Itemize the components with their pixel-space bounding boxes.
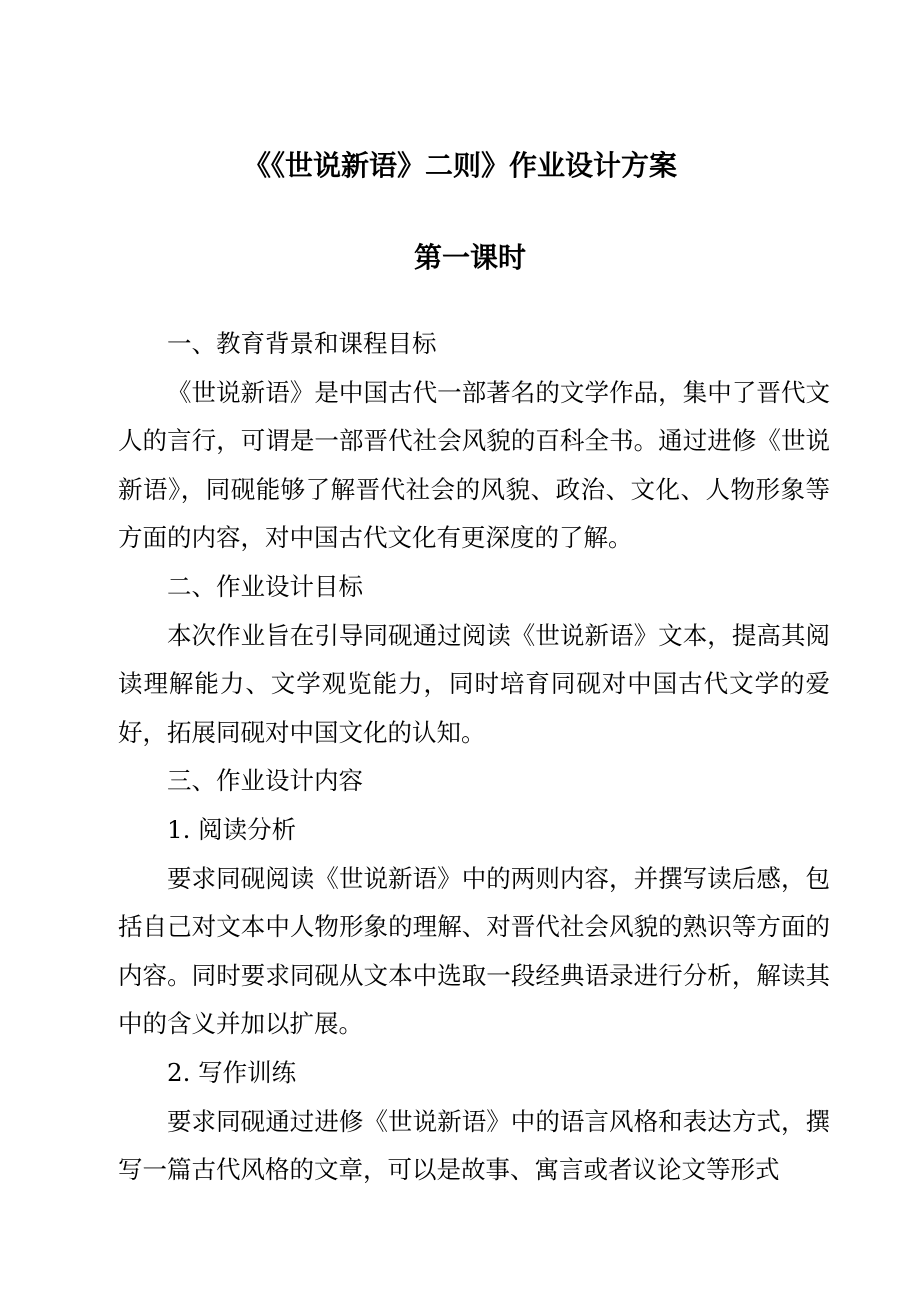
subheading-reading-analysis: 1. 阅读分析 — [167, 814, 297, 844]
section-heading-content: 三、作业设计内容 — [167, 766, 363, 796]
paragraph-background: 《世说新语》是中国古代一部著名的文学作品，集中了晋代文人的言行，可谓是一部晋代社会风貌的百科全书。通过进修《世说新语》，同砚能够了解晋代社会的风貌、政治、文化、人物形象等方面的内容，对中国古代文化有更深度的了解。 — [118, 377, 830, 553]
lesson-subtitle: 第一课时 — [413, 241, 526, 274]
paragraph-goals: 本次作业旨在引导同砚通过阅读《世说新语》文本，提高其阅读理解能力、文学观览能力，同时培育同砚对中国古代文学的爱好，拓展同砚对中国文化的认知。 — [118, 620, 830, 747]
document-title: 《《世说新语》二则》作业设计方案 — [242, 149, 677, 182]
subheading-writing-training: 2. 写作训练 — [167, 1057, 297, 1087]
document-body — [118, 320, 830, 1195]
section-heading-background: 一、教育背景和课程目标 — [167, 329, 437, 358]
paragraph-writing-training: 要求同砚通过进修《世说新语》中的语言风格和表达方式，撰写一篇古代风格的文章，可以是故事、寓言或者议论文等形式 — [118, 1106, 830, 1185]
paragraph-reading-analysis: 要求同砚阅读《世说新语》中的两则内容，并撰写读后感，包括自己对文本中人物形象的理解、对晋代社会风貌的熟识等方面的内容。同时要求同砚从文本中选取一段经典语录进行分析，解读其中的含义并加以扩展。 — [118, 863, 830, 1039]
section-heading-goals: 二、作业设计目标 — [167, 571, 363, 601]
